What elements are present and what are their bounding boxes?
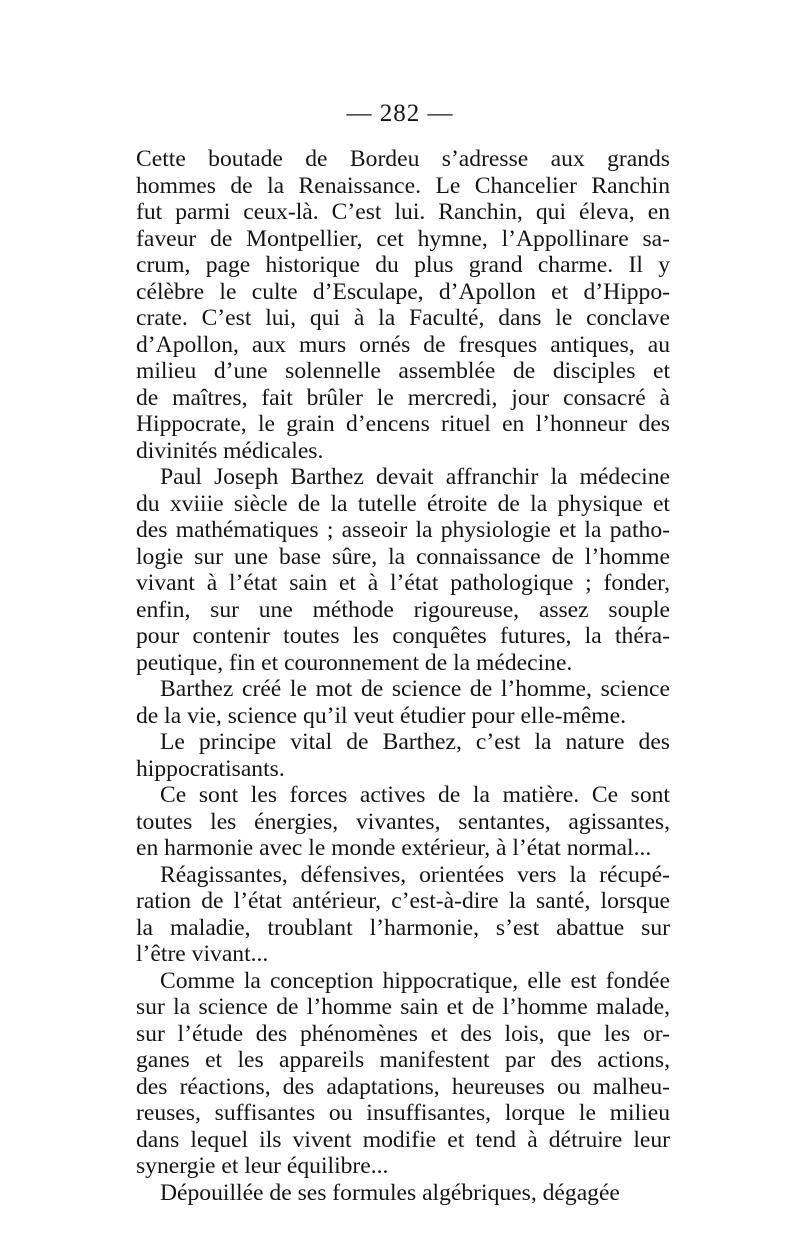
text-line: Comme la conception hippocratique, elle est fondée <box>160 967 670 994</box>
text-line: Dépouillée de ses formules algébriques, dégagée <box>160 1179 620 1206</box>
text-line: Hippocrate, le grain d’encens rituel en l’honneur des <box>136 411 670 437</box>
paragraph <box>136 729 670 782</box>
text-line: faveur de Montpellier, cet hymne, l’Appollinare sa- <box>136 225 670 252</box>
text-line: du xviiie siècle de la tutelle étroite de la physique et <box>136 490 670 517</box>
paragraph <box>136 464 670 676</box>
text-line: d’Apollon, aux murs ornés de fresques antiques, au <box>136 331 670 358</box>
text-line: de maîtres, fait brûler le mercredi, jour consacré à <box>136 384 670 411</box>
text-line: synergie et leur équilibre... <box>136 1153 389 1179</box>
text-line: fut parmi ceux-là. C’est lui. Ranchin, qui éleva, en <box>136 199 670 225</box>
paragraph <box>136 968 670 1180</box>
paragraph <box>136 676 670 729</box>
text-line: ration de l’état antérieur, c’est-à-dire la santé, lorsque <box>136 888 670 914</box>
text-line: reuses, suffisantes ou insuffisantes, lorque le milieu <box>136 1100 670 1126</box>
text-line: la maladie, troublant l’harmonie, s’est abattue sur <box>136 914 670 941</box>
text-line: en harmonie avec le monde extérieur, à l’état normal... <box>136 835 652 861</box>
text-line: Ce sont les forces actives de la matière. Ce sont <box>160 782 670 808</box>
text-line: hommes de la Renaissance. Le Chancelier Ranchin <box>136 172 670 199</box>
text-line: Paul Joseph Barthez devait affranchir la médecine <box>160 464 670 490</box>
text-line: des réactions, des adaptations, heureuses ou malheu- <box>136 1073 670 1100</box>
page-number: — 282 — <box>346 100 454 127</box>
text-line: Cette boutade de Bordeu s’adresse aux grands <box>136 146 670 172</box>
paragraph <box>136 146 670 464</box>
text-line: de la vie, science qu’il veut étudier pour elle-même. <box>136 702 627 729</box>
text-line: Réagissantes, défensives, orientées vers la récupé- <box>160 861 670 888</box>
body-text <box>136 146 670 1206</box>
text-line: l’être vivant... <box>136 941 269 967</box>
text-line: célèbre le culte d’Esculape, d’Apollon et d’Hippo- <box>136 278 670 305</box>
text-line: sur l’étude des phénomènes et des lois, que les or- <box>136 1020 670 1047</box>
text-line: enfin, sur une méthode rigoureuse, assez souple <box>136 596 670 623</box>
paragraph <box>136 782 670 862</box>
text-line: toutes les énergies, vivantes, sentantes, agissantes, <box>136 808 670 835</box>
text-line: ganes et les appareils manifestent par des actions, <box>136 1047 670 1073</box>
text-line: pour contenir toutes les conquêtes futures, la théra- <box>136 623 670 649</box>
text-line: des mathématiques ; asseoir la physiologie et la patho- <box>136 517 670 543</box>
text-line: hippocratisants. <box>136 755 285 782</box>
text-line: sur la science de l’homme sain et de l’homme malade, <box>136 994 670 1020</box>
text-line: crum, page historique du plus grand charme. Il y <box>136 252 670 278</box>
paragraph <box>136 862 670 968</box>
text-line: crate. C’est lui, qui à la Faculté, dans le conclave <box>136 305 670 331</box>
text-line: Barthez créé le mot de science de l’homme, science <box>160 676 670 702</box>
text-line: divinités médicales. <box>136 437 324 464</box>
text-line: logie sur une base sûre, la connaissance de l’homme <box>136 543 670 570</box>
text-line: dans lequel ils vivent modifie et tend à détruire leur <box>136 1126 670 1153</box>
text-line: milieu d’une solennelle assemblée de disciples et <box>136 358 670 384</box>
paragraph <box>136 1180 670 1207</box>
text-line: vivant à l’état sain et à l’état pathologique ; fonder, <box>136 570 670 596</box>
text-line: peutique, fin et couronnement de la médecine. <box>136 649 573 676</box>
text-line: Le principe vital de Barthez, c’est la nature des <box>160 729 670 755</box>
